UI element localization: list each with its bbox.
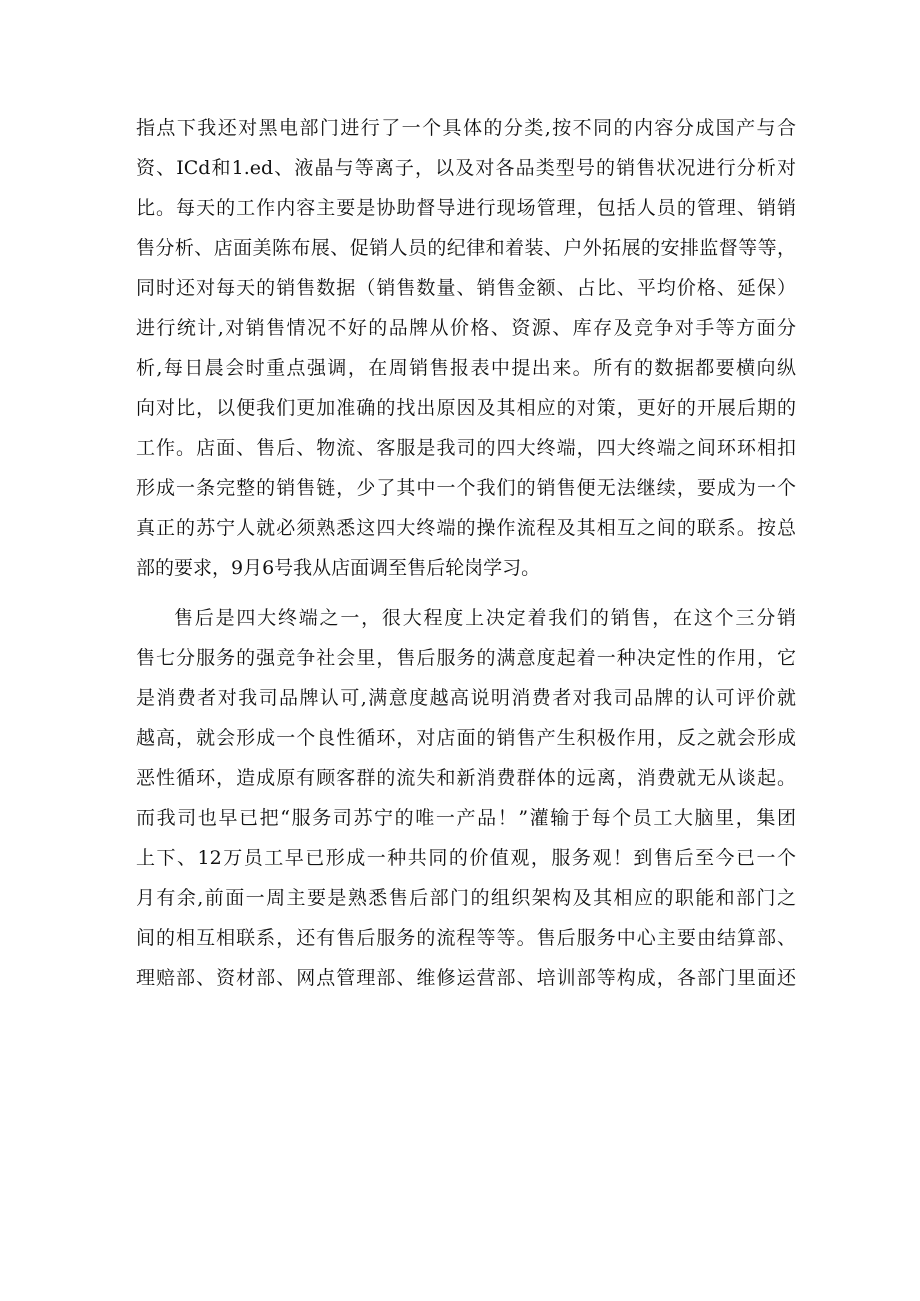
paragraph-1 (136, 108, 796, 588)
text-line: 理赔部、资材部、网点管理部、维修运营部、培训部等构成，各部门里面还 (136, 967, 796, 989)
text-line: 资、ICd和1.ed、液晶与等离子，以及对各品类型号的销售状况进行分析对 (136, 157, 796, 179)
text-line: 月有余,前面一周主要是熟悉售后部门的组织架构及其相应的职能和部门之 (136, 887, 796, 909)
text-line: 向对比，以便我们更加准确的找出原因及其相应的对策，更好的开展后期的 (136, 397, 796, 419)
text-line: 真正的苏宁人就必须熟悉这四大终端的操作流程及其相互之间的联系。按总 (136, 517, 796, 539)
text-line: 而我司也早已把“服务司苏宁的唯一产品！”灌输于每个员工大脑里，集团 (136, 807, 796, 829)
text-line: 指点下我还对黑电部门进行了一个具体的分类,按不同的内容分成国产与合 (136, 117, 796, 139)
text-line: 析,每日晨会时重点强调，在周销售报表中提出来。所有的数据都要横向纵 (136, 357, 796, 379)
text-line: 间的相互相联系，还有售后服务的流程等等。售后服务中心主要由结算部、 (136, 927, 796, 949)
text-line: 部的要求，9月6号我从店面调至售后轮岗学习。 (136, 557, 541, 579)
text-line: 形成一条完整的销售链，少了其中一个我们的销售便无法继续，要成为一个 (136, 477, 796, 499)
paragraph-2 (136, 598, 796, 998)
text-line: 售后是四大终端之一，很大程度上决定着我们的销售，在这个三分销 (174, 607, 796, 629)
text-line: 比。每天的工作内容主要是协助督导进行现场管理，包括人员的管理、销销 (136, 197, 796, 219)
document-body (136, 108, 796, 998)
text-line: 同时还对每天的销售数据（销售数量、销售金额、占比、平均价格、延保） (136, 277, 796, 299)
text-line: 上下、12万员工早已形成一种共同的价值观，服务观！到售后至今已一个 (136, 847, 796, 869)
text-line: 越高，就会形成一个良性循环，对店面的销售产生积极作用，反之就会形成 (136, 727, 796, 749)
text-line: 进行统计,对销售情况不好的品牌从价格、资源、库存及竞争对手等方面分 (136, 317, 796, 339)
text-line: 售分析、店面美陈布展、促销人员的纪律和着装、户外拓展的安排监督等等， (136, 237, 796, 259)
text-line: 售七分服务的强竞争社会里，售后服务的满意度起着一种决定性的作用，它 (136, 647, 796, 669)
text-line: 是消费者对我司品牌认可,满意度越高说明消费者对我司品牌的认可评价就 (136, 687, 796, 709)
text-line: 工作。店面、售后、物流、客服是我司的四大终端，四大终端之间环环相扣 (136, 437, 796, 459)
text-line: 恶性循环，造成原有顾客群的流失和新消费群体的远离，消费就无从谈起。 (136, 767, 796, 789)
